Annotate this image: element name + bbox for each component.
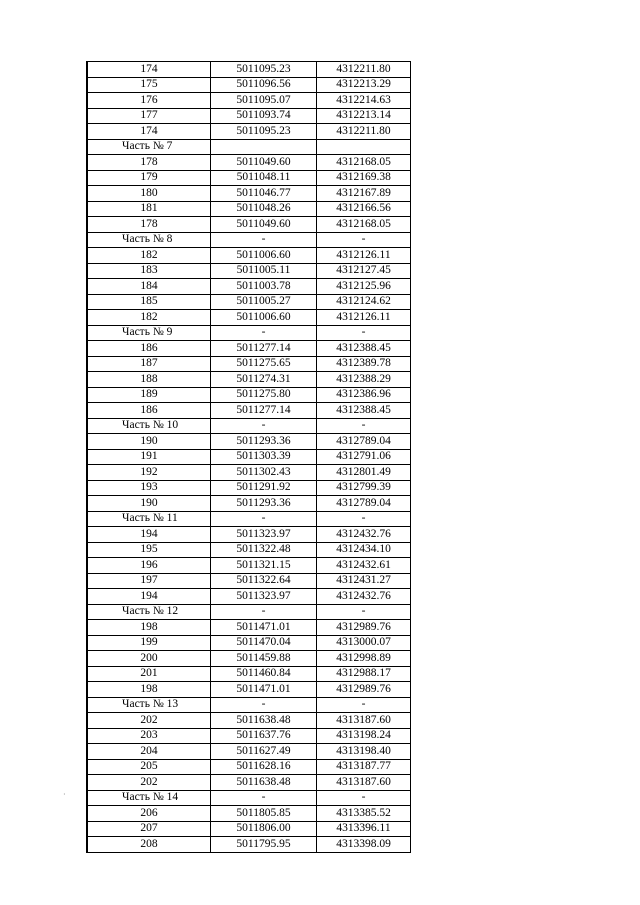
x-coordinate-cell: 5011322.48 xyxy=(211,542,317,558)
x-coordinate-cell: 5011048.11 xyxy=(211,170,317,186)
y-coordinate-cell: 4312388.45 xyxy=(317,341,411,357)
y-coordinate-cell: 4312211.80 xyxy=(317,62,411,78)
x-coordinate-cell: 5011095.23 xyxy=(211,124,317,140)
x-coordinate-cell: - xyxy=(211,511,317,527)
y-coordinate-cell: - xyxy=(317,511,411,527)
x-coordinate-cell: 5011795.95 xyxy=(211,837,317,853)
y-coordinate-cell: 4312214.63 xyxy=(317,93,411,109)
table-row xyxy=(87,62,411,78)
y-coordinate-cell: 4312988.17 xyxy=(317,666,411,682)
x-coordinate-cell: 5011093.74 xyxy=(211,108,317,124)
table-row xyxy=(87,558,411,574)
point-number-cell: 202 xyxy=(87,713,211,729)
table-row xyxy=(87,263,411,279)
point-number-cell: 194 xyxy=(87,589,211,605)
y-coordinate-cell: 4312168.05 xyxy=(317,155,411,171)
point-number-cell: 190 xyxy=(87,496,211,512)
x-coordinate-cell: 5011046.77 xyxy=(211,186,317,202)
point-number-cell: 193 xyxy=(87,480,211,496)
x-coordinate-cell: 5011005.27 xyxy=(211,294,317,310)
table-row xyxy=(87,341,411,357)
point-number-cell: 175 xyxy=(87,77,211,93)
table-row xyxy=(87,666,411,682)
table-row xyxy=(87,744,411,760)
y-coordinate-cell: 4312432.61 xyxy=(317,558,411,574)
x-coordinate-cell: 5011323.97 xyxy=(211,527,317,543)
y-coordinate-cell: 4313000.07 xyxy=(317,635,411,651)
point-number-cell: 174 xyxy=(87,62,211,78)
table-section-row xyxy=(87,418,411,434)
y-coordinate-cell: 4312211.80 xyxy=(317,124,411,140)
point-number-cell: 202 xyxy=(87,775,211,791)
table-row xyxy=(87,434,411,450)
x-coordinate-cell: 5011006.60 xyxy=(211,310,317,326)
table-row xyxy=(87,682,411,698)
y-coordinate-cell: 4313385.52 xyxy=(317,806,411,822)
y-coordinate-cell: 4312432.76 xyxy=(317,527,411,543)
table-row xyxy=(87,496,411,512)
table-row xyxy=(87,775,411,791)
point-number-cell: 186 xyxy=(87,403,211,419)
y-coordinate-cell: 4312989.76 xyxy=(317,682,411,698)
table-row xyxy=(87,651,411,667)
point-number-cell: 179 xyxy=(87,170,211,186)
y-coordinate-cell: 4313198.40 xyxy=(317,744,411,760)
x-coordinate-cell: 5011322.64 xyxy=(211,573,317,589)
y-coordinate-cell: 4312799.39 xyxy=(317,480,411,496)
table-section-row xyxy=(87,604,411,620)
table-section-row xyxy=(87,697,411,713)
y-coordinate-cell: - xyxy=(317,418,411,434)
point-number-cell: 174 xyxy=(87,124,211,140)
point-number-cell: 204 xyxy=(87,744,211,760)
x-coordinate-cell: 5011095.07 xyxy=(211,93,317,109)
table-section-row xyxy=(87,511,411,527)
x-coordinate-cell: 5011627.49 xyxy=(211,744,317,760)
table-row xyxy=(87,77,411,93)
point-number-cell: 207 xyxy=(87,821,211,837)
x-coordinate-cell: 5011275.65 xyxy=(211,356,317,372)
y-coordinate-cell: - xyxy=(317,232,411,248)
x-coordinate-cell: - xyxy=(211,325,317,341)
x-coordinate-cell: 5011638.48 xyxy=(211,775,317,791)
table-row xyxy=(87,217,411,233)
x-coordinate-cell: 5011459.88 xyxy=(211,651,317,667)
point-number-cell: 199 xyxy=(87,635,211,651)
point-number-cell: 178 xyxy=(87,155,211,171)
x-coordinate-cell: - xyxy=(211,604,317,620)
section-label: Часть № 8 xyxy=(87,232,211,248)
section-label: Часть № 7 xyxy=(87,139,211,155)
table-row xyxy=(87,170,411,186)
point-number-cell: 201 xyxy=(87,666,211,682)
y-coordinate-cell: 4312431.27 xyxy=(317,573,411,589)
table-row xyxy=(87,387,411,403)
x-coordinate-cell: 5011321.15 xyxy=(211,558,317,574)
table-row xyxy=(87,108,411,124)
y-coordinate-cell: - xyxy=(317,325,411,341)
y-coordinate-cell: 4312789.04 xyxy=(317,434,411,450)
x-coordinate-cell: 5011277.14 xyxy=(211,403,317,419)
y-coordinate-cell: 4312213.14 xyxy=(317,108,411,124)
table-row xyxy=(87,837,411,853)
section-label: Часть № 10 xyxy=(87,418,211,434)
point-number-cell: 184 xyxy=(87,279,211,295)
section-label: Часть № 14 xyxy=(87,790,211,806)
point-number-cell: 206 xyxy=(87,806,211,822)
y-coordinate-cell xyxy=(317,139,411,155)
table-row xyxy=(87,155,411,171)
table-section-row xyxy=(87,325,411,341)
y-coordinate-cell: - xyxy=(317,790,411,806)
x-coordinate-cell: 5011806.00 xyxy=(211,821,317,837)
x-coordinate-cell: - xyxy=(211,232,317,248)
x-coordinate-cell: 5011003.78 xyxy=(211,279,317,295)
y-coordinate-cell: 4312389.78 xyxy=(317,356,411,372)
y-coordinate-cell: 4312168.05 xyxy=(317,217,411,233)
x-coordinate-cell: 5011049.60 xyxy=(211,155,317,171)
point-number-cell: 186 xyxy=(87,341,211,357)
point-number-cell: 190 xyxy=(87,434,211,450)
table-row xyxy=(87,124,411,140)
point-number-cell: 187 xyxy=(87,356,211,372)
y-coordinate-cell: 4312434.10 xyxy=(317,542,411,558)
x-coordinate-cell: 5011323.97 xyxy=(211,589,317,605)
point-number-cell: 191 xyxy=(87,449,211,465)
table-row xyxy=(87,248,411,264)
coordinates-table-body xyxy=(87,62,411,853)
y-coordinate-cell: 4312127.45 xyxy=(317,263,411,279)
y-coordinate-cell: 4313198.24 xyxy=(317,728,411,744)
table-row xyxy=(87,279,411,295)
table-row xyxy=(87,372,411,388)
table-row xyxy=(87,635,411,651)
point-number-cell: 195 xyxy=(87,542,211,558)
x-coordinate-cell xyxy=(211,139,317,155)
x-coordinate-cell: 5011049.60 xyxy=(211,217,317,233)
table-row xyxy=(87,527,411,543)
table-section-row xyxy=(87,232,411,248)
y-coordinate-cell: 4312126.11 xyxy=(317,310,411,326)
table-row xyxy=(87,759,411,775)
y-coordinate-cell: 4312169.38 xyxy=(317,170,411,186)
table-row xyxy=(87,201,411,217)
x-coordinate-cell: 5011096.56 xyxy=(211,77,317,93)
coordinates-table xyxy=(86,61,411,853)
point-number-cell: 203 xyxy=(87,728,211,744)
point-number-cell: 194 xyxy=(87,527,211,543)
table-row xyxy=(87,728,411,744)
section-label: Часть № 12 xyxy=(87,604,211,620)
y-coordinate-cell: 4312388.29 xyxy=(317,372,411,388)
point-number-cell: 208 xyxy=(87,837,211,853)
table-row xyxy=(87,542,411,558)
table-row xyxy=(87,713,411,729)
x-coordinate-cell: 5011303.39 xyxy=(211,449,317,465)
table-row xyxy=(87,403,411,419)
y-coordinate-cell: 4313398.09 xyxy=(317,837,411,853)
y-coordinate-cell: 4312998.89 xyxy=(317,651,411,667)
table-row xyxy=(87,465,411,481)
x-coordinate-cell: 5011471.01 xyxy=(211,620,317,636)
x-coordinate-cell: 5011275.80 xyxy=(211,387,317,403)
y-coordinate-cell: 4312124.62 xyxy=(317,294,411,310)
table-row xyxy=(87,294,411,310)
table-row xyxy=(87,449,411,465)
table-row xyxy=(87,806,411,822)
x-coordinate-cell: 5011471.01 xyxy=(211,682,317,698)
table-section-row xyxy=(87,790,411,806)
table-section-row xyxy=(87,139,411,155)
y-coordinate-cell: 4313396.11 xyxy=(317,821,411,837)
point-number-cell: 192 xyxy=(87,465,211,481)
section-label: Часть № 9 xyxy=(87,325,211,341)
y-coordinate-cell: 4313187.60 xyxy=(317,775,411,791)
point-number-cell: 178 xyxy=(87,217,211,233)
x-coordinate-cell: 5011470.04 xyxy=(211,635,317,651)
point-number-cell: 189 xyxy=(87,387,211,403)
x-coordinate-cell: 5011293.36 xyxy=(211,434,317,450)
section-label: Часть № 13 xyxy=(87,697,211,713)
table-row xyxy=(87,620,411,636)
x-coordinate-cell: 5011048.26 xyxy=(211,201,317,217)
point-number-cell: 183 xyxy=(87,263,211,279)
y-coordinate-cell: 4312167.89 xyxy=(317,186,411,202)
point-number-cell: 181 xyxy=(87,201,211,217)
table-row xyxy=(87,93,411,109)
x-coordinate-cell: 5011628.16 xyxy=(211,759,317,775)
point-number-cell: 188 xyxy=(87,372,211,388)
x-coordinate-cell: 5011291.92 xyxy=(211,480,317,496)
table-row xyxy=(87,589,411,605)
point-number-cell: 196 xyxy=(87,558,211,574)
stray-dot: · xyxy=(63,790,66,799)
x-coordinate-cell: 5011293.36 xyxy=(211,496,317,512)
x-coordinate-cell: 5011638.48 xyxy=(211,713,317,729)
x-coordinate-cell: - xyxy=(211,790,317,806)
x-coordinate-cell: - xyxy=(211,418,317,434)
x-coordinate-cell: 5011460.84 xyxy=(211,666,317,682)
table-row xyxy=(87,480,411,496)
y-coordinate-cell: 4312989.76 xyxy=(317,620,411,636)
point-number-cell: 176 xyxy=(87,93,211,109)
table-row xyxy=(87,573,411,589)
y-coordinate-cell: 4312166.56 xyxy=(317,201,411,217)
x-coordinate-cell: 5011805.85 xyxy=(211,806,317,822)
y-coordinate-cell: 4312432.76 xyxy=(317,589,411,605)
y-coordinate-cell: 4312386.96 xyxy=(317,387,411,403)
x-coordinate-cell: 5011005.11 xyxy=(211,263,317,279)
point-number-cell: 180 xyxy=(87,186,211,202)
point-number-cell: 185 xyxy=(87,294,211,310)
y-coordinate-cell: 4312789.04 xyxy=(317,496,411,512)
y-coordinate-cell: 4312801.49 xyxy=(317,465,411,481)
y-coordinate-cell: 4312125.96 xyxy=(317,279,411,295)
point-number-cell: 198 xyxy=(87,620,211,636)
y-coordinate-cell: 4313187.60 xyxy=(317,713,411,729)
table-row xyxy=(87,356,411,372)
x-coordinate-cell: 5011277.14 xyxy=(211,341,317,357)
y-coordinate-cell: - xyxy=(317,604,411,620)
y-coordinate-cell: 4313187.77 xyxy=(317,759,411,775)
y-coordinate-cell: 4312126.11 xyxy=(317,248,411,264)
table-row xyxy=(87,186,411,202)
point-number-cell: 205 xyxy=(87,759,211,775)
point-number-cell: 182 xyxy=(87,310,211,326)
x-coordinate-cell: 5011274.31 xyxy=(211,372,317,388)
point-number-cell: 200 xyxy=(87,651,211,667)
point-number-cell: 182 xyxy=(87,248,211,264)
point-number-cell: 197 xyxy=(87,573,211,589)
x-coordinate-cell: 5011006.60 xyxy=(211,248,317,264)
table-row xyxy=(87,310,411,326)
point-number-cell: 198 xyxy=(87,682,211,698)
y-coordinate-cell: 4312791.06 xyxy=(317,449,411,465)
y-coordinate-cell: 4312388.45 xyxy=(317,403,411,419)
x-coordinate-cell: 5011095.23 xyxy=(211,62,317,78)
y-coordinate-cell: - xyxy=(317,697,411,713)
x-coordinate-cell: - xyxy=(211,697,317,713)
y-coordinate-cell: 4312213.29 xyxy=(317,77,411,93)
x-coordinate-cell: 5011302.43 xyxy=(211,465,317,481)
section-label: Часть № 11 xyxy=(87,511,211,527)
table-row xyxy=(87,821,411,837)
point-number-cell: 177 xyxy=(87,108,211,124)
x-coordinate-cell: 5011637.76 xyxy=(211,728,317,744)
